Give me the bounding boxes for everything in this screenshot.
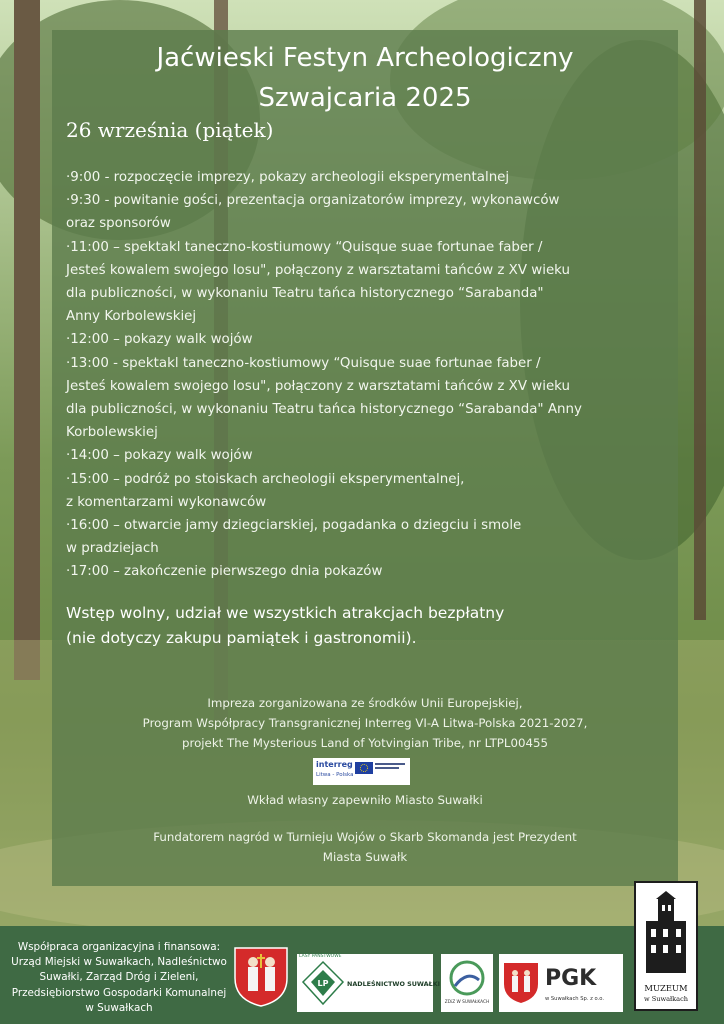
museum-sub-label: w Suwałkach [643, 995, 689, 1003]
cooperation-line: w Suwałkach [85, 1001, 153, 1014]
schedule-line: ·12:00 – pokazy walk wojów [66, 332, 253, 348]
eu-funding-text-lines [375, 763, 405, 765]
cooperation-line: Urząd Miejski w Suwałkach, Nadleśnictwo [11, 956, 227, 969]
schedule-line: w pradziejach [66, 541, 159, 557]
prize-sponsor-line-2: Miasta Suwałk [322, 850, 408, 864]
svg-text:LP: LP [317, 979, 329, 988]
museum-label: MUZEUM [644, 983, 688, 993]
lasy-panstwowe-emblem-icon [301, 960, 345, 1006]
title-line-1: Jaćwieski Festyn Archeologiczny [156, 43, 574, 73]
cooperation-text [8, 940, 230, 1016]
zdiz-label: ZDiZ W SUWAŁKACH [444, 1000, 490, 1005]
cooperation-line: Współpraca organizacyjna i finansowa: [17, 941, 221, 953]
own-contribution: Wkład własny zapewniło Miasto Suwałki [247, 793, 483, 807]
prize-sponsor-line-1: Fundatorem nagród w Turnieju Wojów o Skarb Skomanda jest Prezydent [153, 830, 577, 844]
free-entry-line-1: Wstęp wolny, udział we wszystkich atrakcjach bezpłatny [66, 604, 505, 622]
schedule-line: ·11:00 – spektakl taneczno-kostiumowy “Quisque suae fortunae faber / [66, 239, 543, 255]
interreg-wordmark: interreg [316, 760, 353, 769]
funding-line-3: projekt The Mysterious Land of Yotvingian Tribe, nr LTPL00455 [181, 736, 548, 750]
schedule-line: dla publiczności, w wykonaniu Teatru tańca historycznego “Sarabanda" Anny [66, 402, 582, 418]
schedule-line: Jesteś kowalem swojego losu", połączony z warsztatami tańców z XV wieku [66, 378, 571, 394]
pgk-logo [499, 954, 623, 1012]
museum-logo [634, 881, 698, 1011]
schedule-line: ·16:00 – otwarcie jamy dziegciarskiej, pogadanka o dziegciu i smole [66, 518, 522, 534]
funding-line-1: Impreza zorganizowana ze środków Unii Europejskiej, [207, 696, 523, 710]
lasy-ring-text: LASY PAŃSTWOWE [299, 954, 342, 959]
eu-flag-icon [355, 762, 373, 774]
schedule-line: ·17:00 – zakończenie pierwszego dnia pokazów [66, 564, 383, 580]
title-line-2: Szwajcaria 2025 [258, 83, 472, 113]
schedule-line: dla publiczności, w wykonaniu Teatru tańca historycznego “Sarabanda" [66, 286, 544, 302]
nadlesnictwo-label: NADLEŚNICTWO SUWAŁKI [347, 980, 441, 988]
schedule-line: ·15:00 – podróż po stoiskach archeologii eksperymentalnej, [66, 471, 465, 487]
pgk-sub-label: w Suwałkach Sp. z o.o. [545, 996, 604, 1002]
nadlesnictwo-logo [297, 954, 441, 1012]
zdiz-road-icon [449, 960, 485, 996]
cooperation-line: Suwałki, Zarząd Dróg i Zieleni, [39, 971, 199, 984]
zdiz-logo [441, 954, 493, 1012]
museum-building-icon [640, 891, 692, 975]
schedule-line: Korbolewskiej [66, 425, 158, 441]
funding-line-2: Program Współpracy Transgranicznej Interreg VI-A Litwa-Polska 2021-2027, [142, 716, 588, 730]
schedule-line: ·9:30 - powitanie gości, prezentacja organizatorów imprezy, wykonawców [66, 193, 560, 209]
pgk-coat-of-arms-icon [503, 962, 539, 1004]
interreg-sub: Litwa - Polska [316, 772, 354, 778]
schedule [66, 166, 672, 584]
schedule-line: oraz sponsorów [66, 216, 171, 232]
schedule-line: z komentarzami wykonawców [66, 494, 267, 510]
schedule-line: ·14:00 – pokazy walk wojów [66, 448, 253, 464]
free-entry-line-2: (nie dotyczy zakupu pamiątek i gastronomii). [66, 629, 417, 647]
pgk-wordmark: PGK [545, 966, 597, 991]
suwalki-coat-of-arms-icon [233, 946, 289, 1008]
schedule-line: Anny Korbolewskiej [66, 309, 197, 325]
schedule-line: ·13:00 - spektakl taneczno-kostiumowy “Quisque suae fortunae faber / [66, 355, 541, 371]
interreg-logo [313, 758, 410, 785]
cooperation-line: Przedsiębiorstwo Gospodarki Komunalnej [11, 986, 227, 999]
free-entry-note [66, 601, 504, 651]
schedule-line: Jesteś kowalem swojego losu", połączony z warsztatami tańców z XV wieku [66, 262, 571, 278]
schedule-line: ·9:00 - rozpoczęcie imprezy, pokazy archeologii eksperymentalnej [66, 170, 510, 185]
day-heading: 26 września (piątek) [66, 118, 274, 142]
